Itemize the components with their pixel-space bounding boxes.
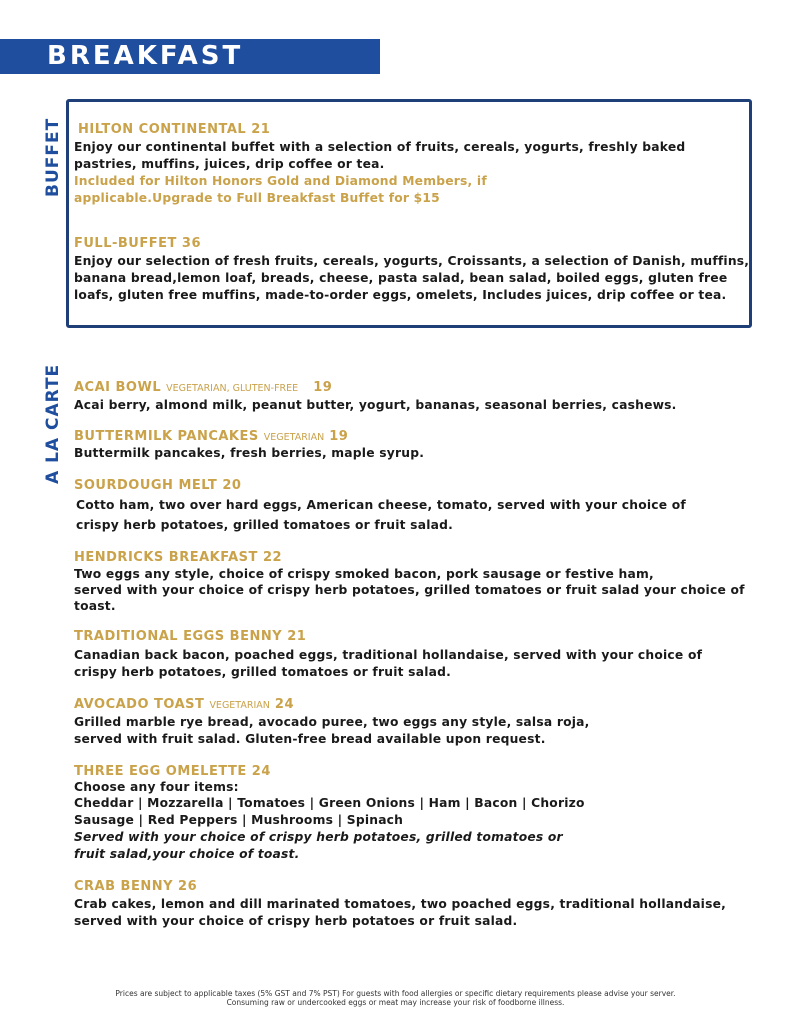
menu-item-desc: Sausage | Red Peppers | Mushrooms | Spinach [74, 813, 404, 827]
menu-item-title [74, 478, 241, 493]
buffet-continental-note-2: applicable.Upgrade to Full Breakfast Buffet for $15 [74, 191, 440, 205]
buffet-full-desc-2: banana bread,lemon loaf, breads, cheese, pasta salad, bean salad, boiled eggs, gluten free [74, 271, 728, 285]
menu-item-name: THREE EGG OMELETTE [74, 764, 247, 779]
menu-item-desc: toast. [74, 599, 116, 613]
buffet-full-desc-1: Enjoy our selection of fresh fruits, cereals, yogurts, Croissants, a selection of Danish, muffins, [74, 254, 750, 268]
menu-item-desc: served with fruit salad. Gluten-free bread available upon request. [74, 732, 546, 746]
menu-item-title [74, 629, 306, 644]
menu-item-desc: crispy herb potatoes, grilled tomatoes or fruit salad. [74, 665, 451, 679]
buffet-continental-note-1: Included for Hilton Honors Gold and Diamond Members, if [74, 174, 487, 188]
menu-item-desc: served with your choice of crispy herb potatoes or fruit salad. [74, 914, 518, 928]
menu-item-name: CRAB BENNY [74, 879, 174, 894]
menu-item-desc: Acai berry, almond milk, peanut butter, yogurt, bananas, seasonal berries, cashews. [74, 398, 677, 412]
menu-item-desc: served with your choice of crispy herb potatoes, grilled tomatoes or fruit salad your choice of [74, 583, 745, 597]
menu-item-desc-italic: fruit salad,your choice of toast. [74, 847, 300, 861]
menu-item-desc: Cotto ham, two over hard eggs, American cheese, tomato, served with your choice of [76, 498, 686, 512]
menu-item-title [74, 429, 348, 444]
buffet-continental-title: HILTON CONTINENTAL 21 [78, 122, 271, 137]
menu-item-title [74, 764, 271, 779]
menu-item-desc: Crab cakes, lemon and dill marinated tomatoes, two poached eggs, traditional hollandaise, [74, 897, 727, 911]
footer-health-note: Consuming raw or undercooked eggs or meat may increase your risk of foodborne illness. [226, 998, 565, 1007]
menu-item-tag: VEGETARIAN, GLUTEN-FREE [166, 383, 299, 394]
menu-item-name: ACAI BOWL [74, 380, 162, 395]
menu-item-title [74, 879, 197, 894]
menu-item-name: AVOCADO TOAST [74, 697, 205, 712]
menu-item-title [74, 550, 282, 565]
menu-item-desc: Choose any four items: [74, 780, 239, 794]
menu-item-name: HENDRICKS BREAKFAST [74, 550, 258, 565]
menu-item-price: 22 [262, 550, 283, 565]
menu-item-price: 19 [329, 429, 349, 444]
footer-taxes-note: Prices are subject to applicable taxes (5% GST and 7% PST) For guests with food allergies or specific dietary requirements please advise your server. [115, 989, 676, 998]
menu-item-price: 24 [251, 764, 271, 779]
section-label-a-la-carte: A LA CARTE [43, 363, 63, 484]
menu-item-price: 21 [287, 629, 307, 644]
section-label-buffet: BUFFET [43, 117, 63, 197]
menu-item-desc: Two eggs any style, choice of crispy smoked bacon, pork sausage or festive ham, [74, 567, 654, 581]
menu-item-name: SOURDOUGH MELT [74, 478, 218, 493]
buffet-full-desc-3: loafs, gluten free muffins, made-to-order eggs, omelets, Includes juices, drip coffee or tea. [74, 288, 727, 302]
menu-item-price: 24 [274, 697, 294, 712]
menu-item-price: 19 [313, 380, 333, 395]
page-title: BREAKFAST [47, 41, 244, 71]
menu-item-price: 20 [222, 478, 242, 493]
menu-item-desc: Cheddar | Mozzarella | Tomatoes | Green Onions | Ham | Bacon | Chorizo [74, 796, 585, 810]
header-banner [0, 39, 380, 74]
menu-item-desc-italic: Served with your choice of crispy herb potatoes, grilled tomatoes or [74, 830, 563, 844]
menu-item-desc: Buttermilk pancakes, fresh berries, maple syrup. [74, 446, 425, 460]
buffet-full-title: FULL-BUFFET 36 [74, 236, 201, 251]
menu-item-tag: VEGETARIAN [209, 700, 270, 711]
menu-item-price: 26 [178, 879, 198, 894]
menu-item-desc: Canadian back bacon, poached eggs, traditional hollandaise, served with your choice of [74, 648, 703, 662]
menu-item-desc: Grilled marble rye bread, avocado puree, two eggs any style, salsa roja, [74, 715, 590, 729]
menu-item-tag: VEGETARIAN [263, 432, 325, 443]
menu-item-title [74, 697, 294, 712]
menu-item-name: BUTTERMILK PANCAKES [74, 429, 259, 444]
menu-item-title [74, 380, 332, 395]
menu-item-name: TRADITIONAL EGGS BENNY [74, 629, 283, 644]
buffet-continental-desc-1: Enjoy our continental buffet with a selection of fruits, cereals, yogurts, freshly baked [74, 140, 686, 154]
buffet-continental-desc-2: pastries, muffins, juices, drip coffee or tea. [74, 157, 385, 171]
menu-item-desc: crispy herb potatoes, grilled tomatoes or fruit salad. [76, 518, 453, 532]
